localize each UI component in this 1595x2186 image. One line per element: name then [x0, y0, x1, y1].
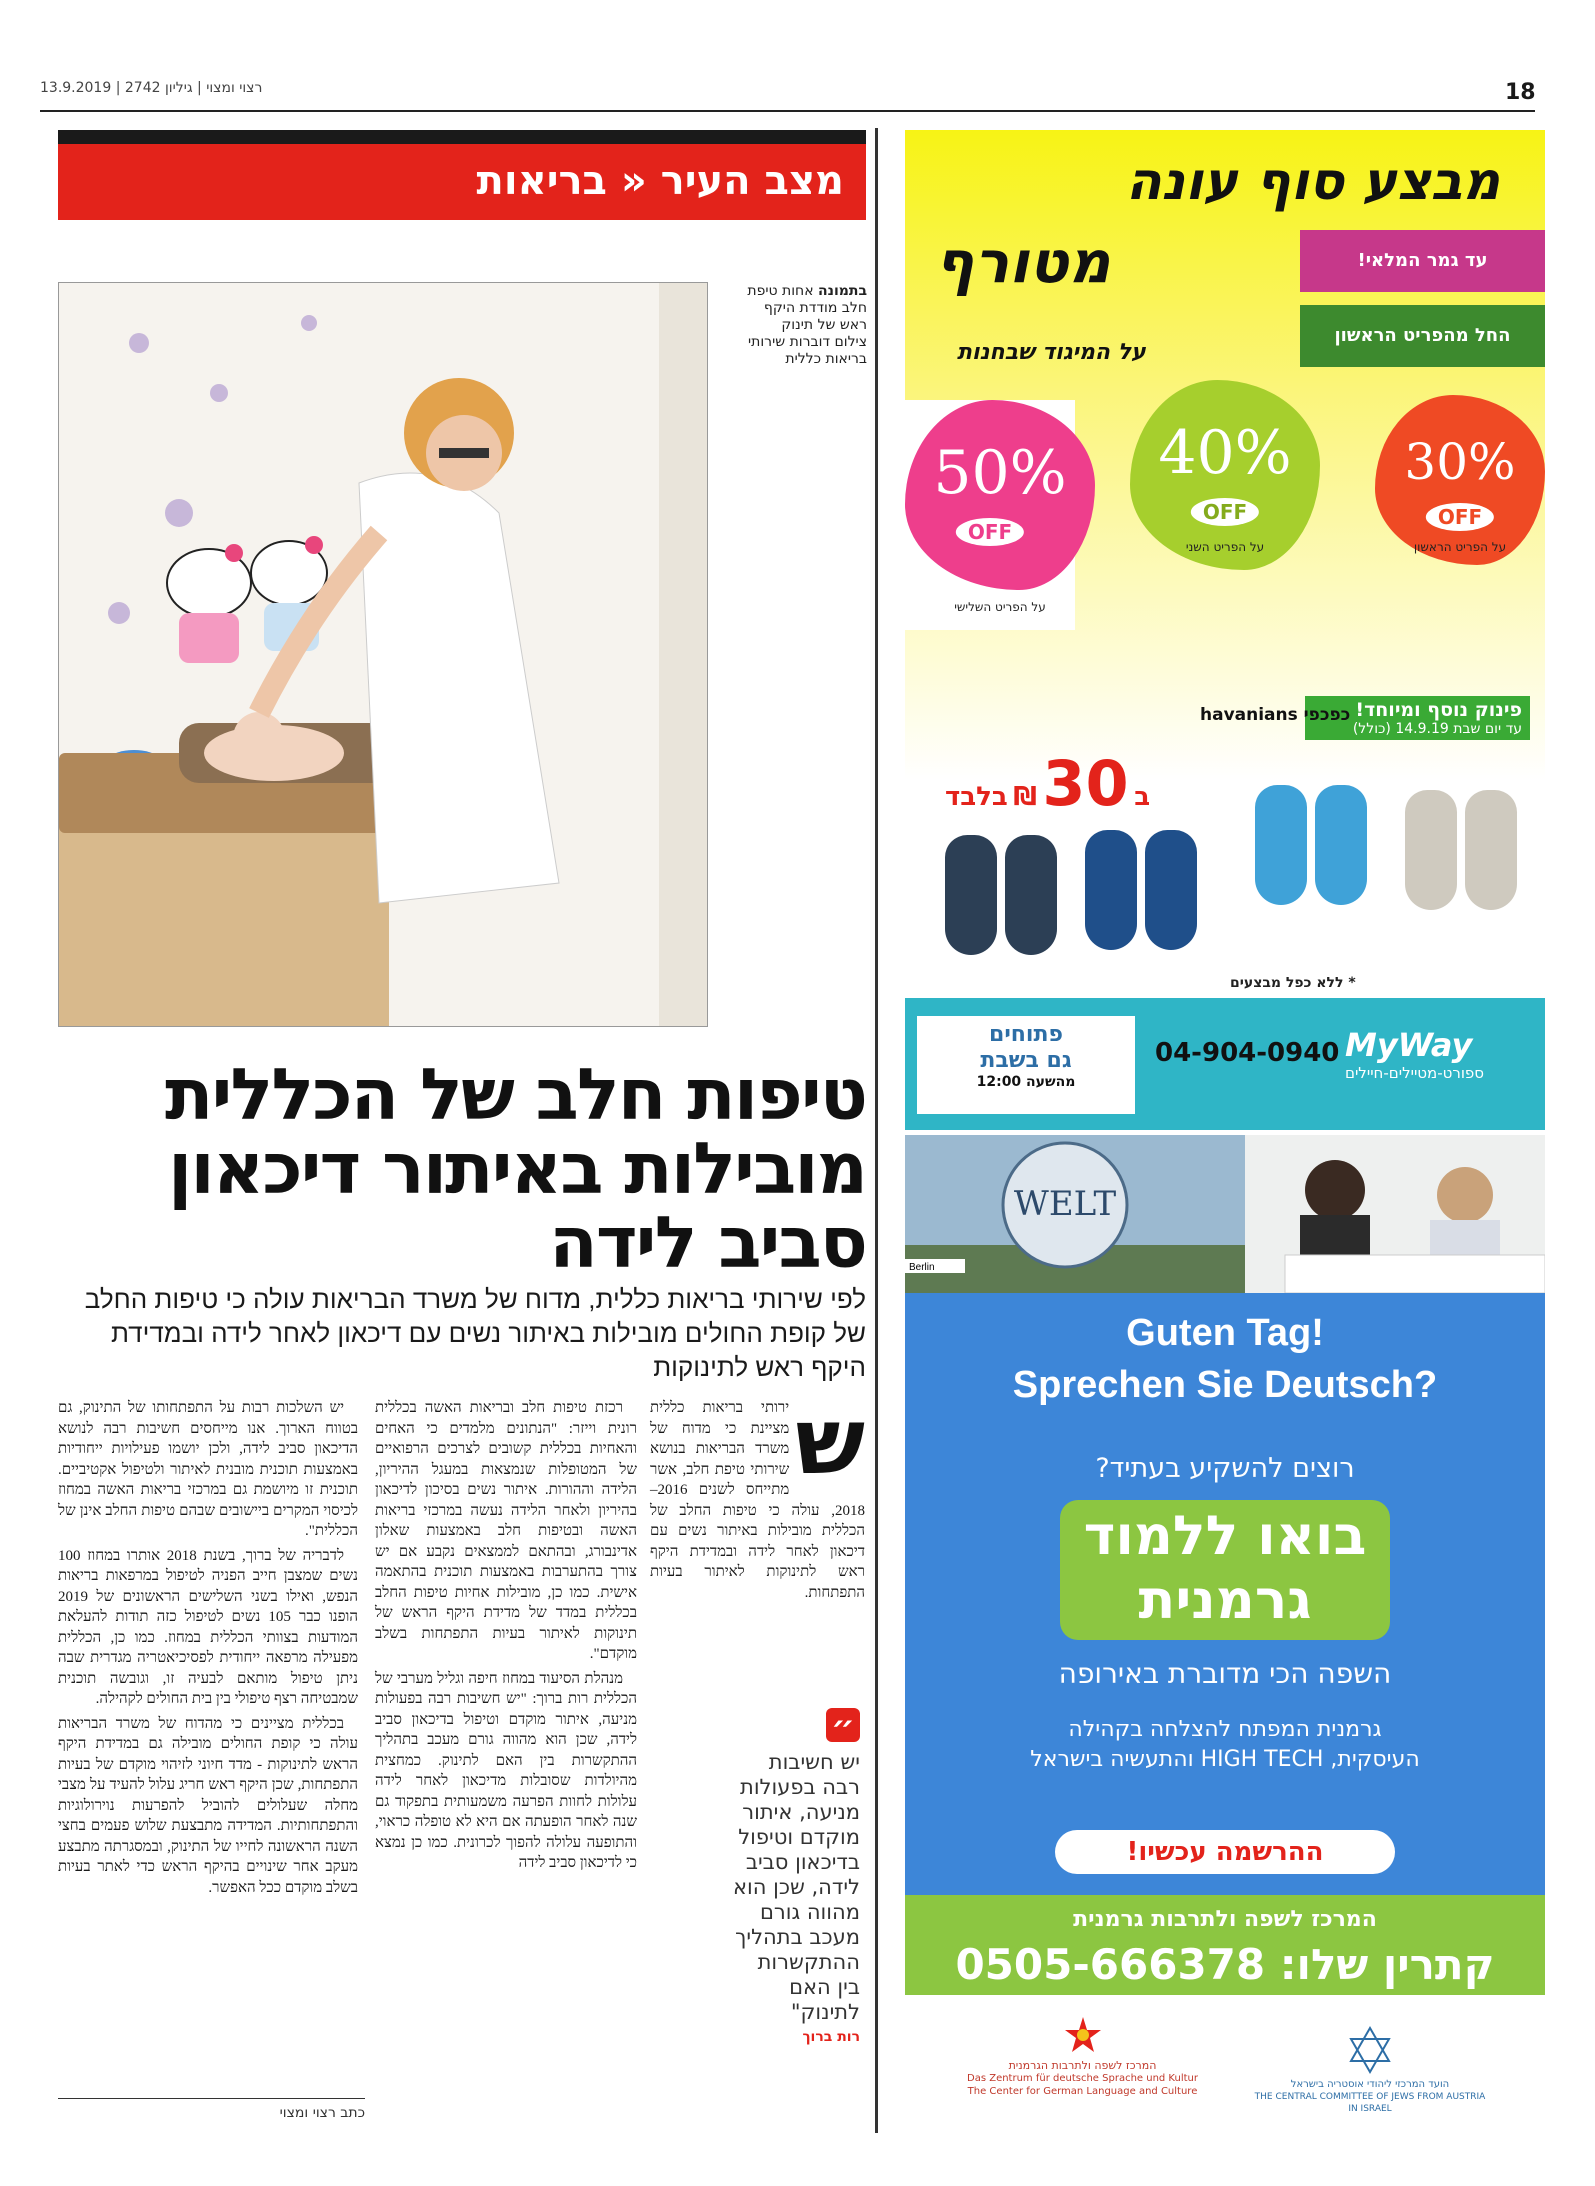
body-paragraph: מנהלת הסיעוד במחוז חיפה וגליל מערבי של הכללית רות ברוך: "יש חשיבות רבה בפעולות מניעה, איתור מוקדם וטיפול בדיכאון סביב לידה, שכן הוא מהווה גורם מעכב בתהליך ההתקשרות בין האם לתינוק. כמחצית מהיולדות שסובלות מדיכאון לאחר לידה עלולות לחוות הפרעה משמעותית בתפקוד גם שנה לאחר הופעתה אם היא לא טופלה כראוי, והתופעה עלולה להפוך לכרונית. כמו כן נמצא כי לדיכאון סביב לידה — [375, 1670, 637, 1871]
discount-off-label: OFF — [1191, 498, 1259, 526]
section-banner — [58, 130, 866, 220]
column-divider — [875, 128, 878, 2133]
box-line: בואו ללמוד — [1083, 1504, 1367, 1567]
discount-badge — [1130, 380, 1320, 570]
headline-line: Sprechen Sie Deutsch? — [1012, 1364, 1438, 1406]
register-now-button[interactable]: ההרשמה עכשיו! — [1055, 1830, 1395, 1874]
ad-german-headline — [905, 1307, 1545, 1411]
ad-sale-brand: כפכפי havanians — [1200, 705, 1351, 725]
ad-sale-price — [945, 747, 1150, 820]
discount-note: על הפריט השלישי — [954, 600, 1046, 614]
logo-tagline: ספורט-מטיילים-חיילים — [1345, 1064, 1485, 1082]
discount-percent: 50% — [933, 438, 1067, 508]
german-course-advertisement[interactable] — [905, 1135, 1545, 2130]
ad-german-box — [1060, 1500, 1390, 1640]
promo-date: עד יום שבת 14.9.19 (כולל) — [1352, 721, 1522, 737]
price-prefix: ב — [1134, 782, 1151, 812]
article-headline — [58, 1053, 866, 1284]
berlin-sign: Berlin — [909, 1262, 935, 1273]
dropcap: ש — [795, 1388, 865, 1495]
pull-quote-author: רות ברוך — [802, 2029, 860, 2045]
discount-percent: 40% — [1158, 418, 1292, 488]
body-column-right — [650, 1388, 865, 1607]
discount-note: על הפריט הראשון — [1413, 540, 1507, 554]
discount-off-label: OFF — [1426, 503, 1494, 531]
price-currency: ₪ — [1013, 782, 1037, 812]
desc-line: העיסקית, HIGH TECH והתעשיה בישראל — [1030, 1747, 1420, 1772]
ad-sale-pill: עד גמר המלאי! — [1300, 230, 1545, 292]
ad-german-center: המרכז לשפה ולתרבות גרמנית — [1073, 1907, 1377, 1932]
ad-sale-pill: החל מהפריט הראשון — [1300, 305, 1545, 367]
top-rule — [40, 110, 1535, 112]
caption-credit: צילום דוברות שירותי בריאות כללית — [748, 334, 867, 367]
ad-sale-footer — [905, 998, 1545, 1130]
discount-percent: 30% — [1404, 433, 1516, 491]
pull-quote-text: יש חשיבות רבה בפעולות מניעה, איתור מוקדם וטיפול בדיכאון סביב לידה, שכן הוא מהווה גורם מעכב בתהליך ההתקשרות בין האם לתינוק" — [732, 1750, 860, 2024]
flip-flop-icon — [1085, 830, 1137, 950]
headline-line: סביב לידה — [549, 1201, 866, 1284]
flip-flop-icon — [1315, 785, 1367, 905]
center-name-en: The Center for German Language and Culture — [967, 2086, 1198, 2097]
ad-german-desc — [945, 1715, 1505, 1775]
body-paragraph: לדבריה של ברוך, בשנת 2018 אותרו במחוז 100 נשים שמצבן חייב הפניה לטיפול במרפאות בריאות הנפש, ואילו בשני השלישים הראשונים של 2019 הופנו כבר 105 נשים לטיפול כזה תודות להעלאת המודעות בצוותי הכללית במחוז. כמו כן, הכללית מפעילה מרפאה ייחודית לפסיכיאטריה מגדרית שבה ניתן טיפול מותאם לבעיה זו, וגובשה תוכנית שמבטיחה רצף טיפולי בין בית החולים לקהילה. — [58, 1547, 358, 1707]
phone-number: 0505-666378 — [955, 1940, 1266, 1989]
body-column-left — [58, 1398, 358, 1902]
discount-badge — [1375, 395, 1545, 595]
berlin-students-illustration — [905, 1135, 1545, 1293]
body-paragraph: בכללית מציינים כי מהדוח של משרד הבריאות עולה כי קופת החולים מובילה גם במדידת היקף הראש לתינוקות - מדד חיוני לזיהוי מוקדם של בעיות התפתחות, שכן היקף ראש חריג עלול להעיד על מצבי מחלה שעלולים להוביל להפרעות נוירולוגיות והתפתחותיות. המדידה מתבצעת שלוש פעמים בחצי השנה הראשונה לחייו של התינוק, ובמסגרתה מתבצע מעקב אחר שינויים בהיקף הראש כדי לאתר בעיות בשלב מוקדם ככל האפשר. — [58, 1715, 358, 1896]
quote-mark-icon: ״ — [826, 1708, 860, 1742]
body-paragraph: יש השלכות רבות על התפתחותו של התינוק, גם בטווח הארוך. אנו מייחסים חשיבות רבה לנושא הדיכאון סביב לידה, ולכן יושמו פעילויות ייחודיות באמצעות תוכנית מובנית לאיתור ולטיפול אקטיביים. תוכנית זו מיושמת גם במרכזי בריאות האשה במחוז לכיסוי המקרים ביישובים שבהם טיפות החלב אינן של הכללית". — [58, 1400, 358, 1539]
banner-black-bar — [58, 130, 866, 144]
flip-flop-icon — [1255, 785, 1307, 905]
folio: רצוי ומצוי | גיליון 2742 | 13.9.2019 — [40, 80, 263, 96]
ad-german-question: רוצים להשקיע בעתיד? — [1095, 1453, 1355, 1484]
byline-rule — [58, 2098, 365, 2099]
pull-quote — [730, 1708, 860, 2045]
balloon-sign: WELT — [1013, 1184, 1117, 1224]
discount-off-label: OFF — [956, 518, 1024, 546]
discount-badge — [905, 400, 1075, 630]
ad-sale-title: מבצע סוף עונה — [1125, 152, 1500, 212]
caption-lead: בתמונה — [818, 283, 867, 299]
promo-title: פינוק נוסף ומיוחד! — [1355, 699, 1522, 721]
body-paragraph: רכזת טיפות חלב ובריאות האשה בכללית רונית וייזר: "הנתונים מלמדים כי האחים והאחיות בכללית קשובים לצרכים הרפואיים של המטופלות שנמצאות במעגל ההיריון, הלידה וההורות. איתור נשים בסיכון לדיכאון בהיריון ולאחר הלידה נעשה במרכזי בריאות האשה ובטיפות חלב באמצעות שאלון אדינבורג, ובהתאם לממצאים נקבע אם יש צורך בהתערבות באמצעות תוכנית בהתאמה אישית. כמו כן, מובילות אחיות טיפות החלב בכללית במדד של מדידת היקף הראש של תינוקות לאיתור בעיות התפתחות בשלב מוקדם". — [375, 1400, 637, 1662]
logo-text: MyWay — [1345, 1026, 1473, 1064]
center-name-he: המרכז לשפה ולתרבות הגרמנית — [1008, 2059, 1157, 2072]
committee-name-he: הועד המרכזי ליהודי אוסטריה בישראל — [1290, 2079, 1450, 2090]
committee-name-en: THE CENTRAL COMMITTEE OF JEWS FROM AUSTRIA IN ISRAEL — [1254, 2092, 1486, 2114]
headline-line: Guten Tag! — [1126, 1312, 1324, 1354]
open-line: פתוחים — [989, 1022, 1063, 1047]
austria-committee-logo — [1250, 2025, 1490, 2115]
open-line: מהשעה 12:00 — [976, 1074, 1076, 1090]
page-number: 18 — [1505, 80, 1536, 105]
headline-line: טיפות חלב של הכללית — [165, 1053, 866, 1136]
flip-flop-icon — [1145, 830, 1197, 950]
discount-note: על הפריט השני — [1185, 540, 1265, 554]
phone-label: קתרין שלו: — [1279, 1940, 1495, 1989]
ad-sale-disclaimer: * ללא כפל מבצעים — [1230, 975, 1356, 991]
body-column-middle — [375, 1398, 637, 1878]
center-name-de: Das Zentrum für deutsche Sprache und Kultur — [967, 2073, 1198, 2084]
section-title: מצב העיר « בריאות — [476, 158, 844, 204]
box-line: גרמנית — [1138, 1568, 1312, 1631]
caption-body: אחות טיפת חלב מודדת היקף ראש של תינוק — [747, 283, 867, 333]
flag-star-icon — [1063, 2015, 1103, 2055]
article-photo — [58, 282, 708, 1027]
price-suffix: בלבד — [945, 782, 1008, 812]
byline: כתב רצוי ומצוי — [279, 2105, 365, 2121]
desc-line: גרמנית המפתח להצלחה בקהילה — [1068, 1717, 1382, 1742]
flip-flop-icon — [1005, 835, 1057, 955]
headline-line: מובילות באיתור דיכאון — [167, 1127, 866, 1210]
ad-sale-title2-wrap — [935, 228, 1265, 338]
nurse-baby-illustration — [59, 283, 708, 1027]
sale-advertisement[interactable] — [905, 130, 1545, 1130]
ad-sale-phone: 04-904-0940 — [1155, 1038, 1340, 1068]
ad-german-photo — [905, 1135, 1545, 1293]
myway-logo — [1345, 1026, 1484, 1082]
article-subhead: לפי שירותי בריאות כללית, מדוח של משרד הבריאות עולה כי טיפות החלב של קופת החולים מובילות באיתור נשים עם דיכאון לאחר לידה ובמדידת היקף ראש לתינוקות — [84, 1284, 866, 1382]
ad-german-lang: השפה הכי מדוברת באירופה — [1058, 1657, 1392, 1690]
ad-german-phone — [905, 1940, 1545, 1989]
open-hours-box — [917, 1016, 1135, 1114]
center-logo — [950, 2015, 1215, 2098]
flip-flop-icon — [1465, 790, 1517, 910]
flip-flop-icon — [1405, 790, 1457, 910]
ad-sale-subtitle: על המיגוד שבחנות — [957, 340, 1146, 365]
body-paragraph: ירותי בריאות כללית מציינת כי מדוח של משרד הבריאות בנושא שירותי טיפת חלב, אשר מתייחס לשנים 2016–2018, עולה כי טיפות החלב של הכללית מובילות באיתור נשים עם דיכאון לאחר לידה ובמדידת היקף ראש לתינוקות לאיתור בעיות התפתחות. — [650, 1400, 865, 1601]
flip-flop-icon — [945, 835, 997, 955]
star-of-david-icon — [1345, 2025, 1395, 2075]
ad-sale-title2: מטורף — [935, 228, 1111, 296]
ad-german-footer — [905, 1995, 1545, 2130]
open-line: גם בשבת — [980, 1048, 1072, 1073]
photo-caption — [745, 283, 867, 368]
price-value: 30 — [1042, 747, 1129, 820]
